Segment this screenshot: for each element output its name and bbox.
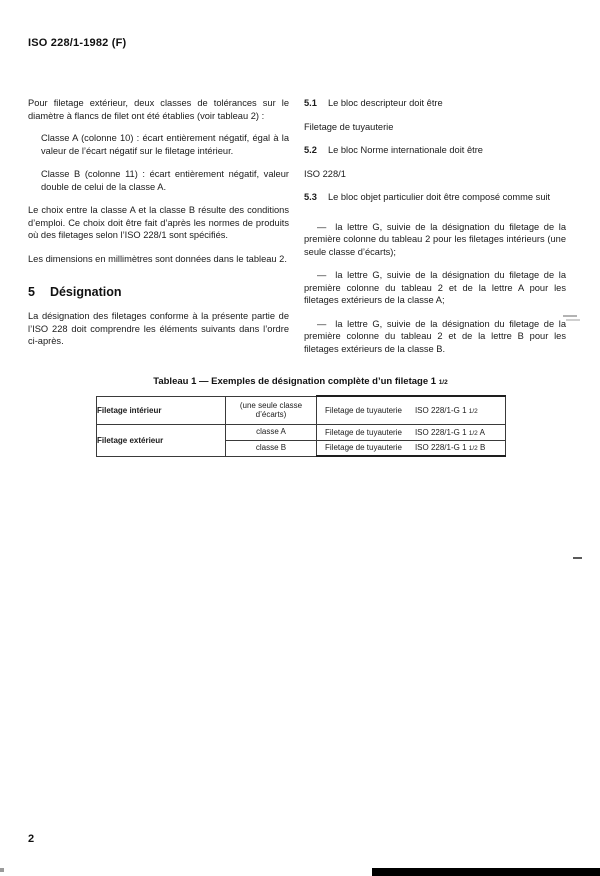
clause-5-2 — [304, 144, 566, 157]
bullet-text: la lettre G, suivie de la désignation du filetage de la première colonne du tableau 2 et de la lettre B pour les filetages extérieurs de la classe B. — [304, 318, 566, 354]
paragraph-designation-intro: La désignation des filetages conforme à la présente partie de l’ISO 228 doit comprendre les éléments suivants dans l’ordre ci-après. — [28, 311, 289, 346]
table-row — [97, 424, 506, 440]
scan-artifact-bottom-bar — [372, 868, 600, 876]
table-title — [96, 376, 505, 387]
cell-thread-type: Filetage extérieur — [97, 424, 226, 456]
cell-class: classe B — [226, 440, 317, 456]
cell-designation — [317, 424, 506, 440]
paragraph-classe-a: Classe A (colonne 10) : écart entièrement négatif, égal à la valeur de l’écart négatif sur le filetage intérieur. — [41, 133, 289, 156]
scan-artifact-smudge — [563, 315, 577, 317]
paragraph-choix: Le choix entre la classe A et la classe B résulte des conditions d’emploi. Ce choix doit être fait d’après les normes de produits où des filetages selon l’ISO 228/1 sont spécifiés. — [28, 205, 289, 240]
clause-number: 5.1 — [304, 98, 317, 108]
cell-class: (une seule classe d’écarts) — [226, 396, 317, 424]
dash-icon: — — [317, 221, 327, 232]
designation-fraction: 1/2 — [468, 429, 478, 437]
paragraph-dimensions: Les dimensions en millimètres sont données dans le tableau 2. — [28, 253, 287, 264]
table-row — [97, 396, 506, 424]
designation-descriptor: Filetage de tuyauterie — [325, 427, 402, 437]
bullet-text: la lettre G, suivie de la désignation du filetage de la première colonne du tableau 2 pour les filetages intérieurs (une seule classe d’écarts); — [304, 221, 566, 257]
page-number: 2 — [28, 833, 35, 845]
designation-fraction: 1/2 — [468, 445, 478, 453]
clause-5-1 — [304, 97, 566, 110]
scan-artifact-corner — [0, 868, 4, 872]
table-title-fraction: 1/2 — [438, 379, 448, 386]
designation-code: ISO 228/1-G 1 1/2 B — [414, 443, 486, 453]
clause-text: Le bloc descripteur doit être — [327, 98, 443, 108]
bullet-item-class-a — [304, 269, 566, 307]
designation-descriptor: Filetage de tuyauterie — [325, 443, 402, 453]
clause-5-3 — [304, 191, 566, 204]
section-number: 5 — [28, 285, 35, 299]
section-title: Désignation — [49, 285, 122, 299]
bullet-item-class-b — [304, 318, 566, 356]
designation-fraction: 1/2 — [468, 407, 478, 415]
dash-icon: — — [317, 318, 327, 329]
clause-number: 5.2 — [304, 145, 317, 155]
clause-text: Le bloc Norme internationale doit être — [327, 145, 483, 155]
clause-text: Le bloc objet particulier doit être composé comme suit — [327, 192, 551, 202]
cell-designation — [317, 396, 506, 424]
table-1-block — [96, 376, 505, 457]
right-column — [304, 97, 566, 366]
paragraph-intro: Pour filetage extérieur, deux classes de tolérances sur le diamètre à flancs de filet ont été établies (voir tableau 2) : — [28, 98, 289, 121]
clause-number: 5.3 — [304, 192, 317, 202]
bullet-item-interior — [304, 221, 566, 259]
designation-descriptor: Filetage de tuyauterie — [325, 405, 402, 415]
designation-code: ISO 228/1-G 1 1/2 — [414, 405, 478, 415]
table-title-text: Tableau 1 — Exemples de désignation complète d’un filetage 1 — [153, 376, 439, 387]
cell-designation — [317, 440, 506, 456]
clause-5-2-value: ISO 228/1 — [304, 168, 346, 179]
bullet-text: la lettre G, suivie de la désignation du filetage de la première colonne du tableau 2 et de la lettre A pour les filetages extérieurs de la classe A; — [304, 270, 566, 305]
clause-5-1-value: Filetage de tuyauterie — [304, 121, 394, 132]
table-1 — [96, 395, 506, 457]
scan-artifact-dash — [573, 557, 582, 559]
left-column — [28, 97, 289, 359]
dash-icon: — — [317, 270, 327, 280]
cell-class: classe A — [226, 424, 317, 440]
cell-thread-type: Filetage intérieur — [97, 396, 226, 424]
designation-code: ISO 228/1-G 1 1/2 A — [414, 427, 485, 437]
paragraph-classe-b: Classe B (colonne 11) : écart entièrement négatif, valeur double de celui de la classe A. — [41, 169, 289, 192]
running-header: ISO 228/1-1982 (F) — [28, 37, 127, 49]
section-heading — [28, 285, 289, 299]
